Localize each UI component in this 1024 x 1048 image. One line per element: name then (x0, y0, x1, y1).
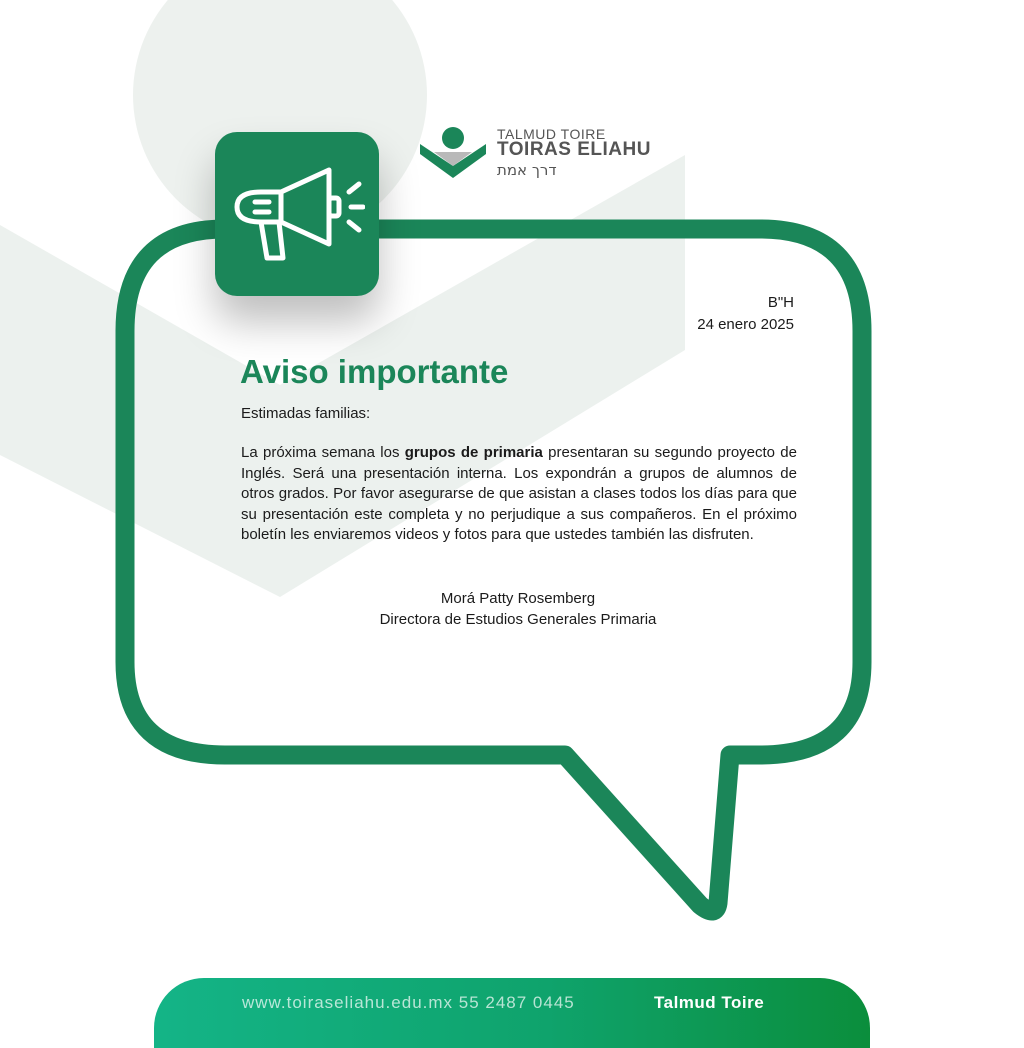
footer-contact[interactable]: www.toiraseliahu.edu.mx 55 2487 0445 (242, 993, 575, 1012)
footer-brand: Talmud Toire (654, 993, 765, 1012)
notice-greeting: Estimadas familias: (241, 405, 371, 422)
notice-body-rest: presentaran su segundo proyecto de Inglés. Será una presentación interna. Los expondrán a grupos de alumnos de otros grados. Por favor asegurarse de que asistan a clases todos los días para que su presentación este completa y no perjudique a sus compañeros. En el próximo boletín les enviaremos videos y fotos para que ustedes también las disfruten. (241, 444, 797, 543)
logo-line-hebrew: דרך אמת (497, 161, 557, 179)
bh-mark: B"H (767, 294, 794, 311)
logo-line-talmud: TALMUD TOIRE (497, 126, 606, 142)
notice-body (241, 443, 797, 546)
notice-title: Aviso importante (240, 353, 509, 390)
date-block (580, 292, 794, 336)
notice-body-highlight: grupos de primaria (404, 444, 543, 461)
signature-block (318, 588, 718, 630)
footer-bar (154, 978, 870, 1048)
notice-date: 24 enero 2025 (697, 316, 794, 333)
logo-line-name: TOIRAS ELIAHU (497, 139, 651, 160)
signature-name: Morá Patty Rosemberg (440, 590, 596, 607)
school-logo (420, 126, 680, 182)
signature-role: Directora de Estudios Generales Primaria (379, 611, 657, 628)
megaphone-badge (215, 132, 379, 296)
notice-body-start: La próxima semana los (241, 444, 405, 461)
megaphone-icon (233, 162, 365, 272)
logo-mark-icon (420, 126, 486, 182)
